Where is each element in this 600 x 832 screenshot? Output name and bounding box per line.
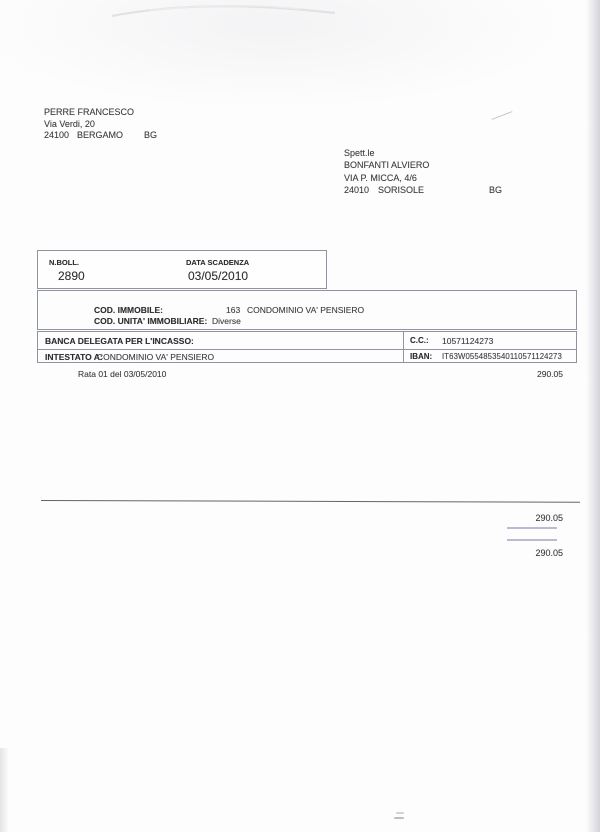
intestato-label: INTESTATO A: bbox=[45, 352, 103, 362]
n-boll-value: 2890 bbox=[58, 269, 85, 283]
sender-street: Via Verdi, 20 bbox=[44, 119, 95, 129]
recipient-name: BONFANTI ALVIERO bbox=[344, 160, 430, 170]
cod-unita-label: COD. UNITA' IMMOBILIARE: bbox=[94, 316, 208, 326]
separator-line bbox=[41, 500, 580, 503]
recipient-street: VIA P. MICCA, 4/6 bbox=[344, 173, 417, 183]
crease-mark bbox=[0, 0, 600, 40]
bank-box-divider-horizontal bbox=[38, 349, 576, 350]
intestato-value: CONDOMINIO VA' PENSIERO bbox=[97, 352, 215, 362]
scan-edge-shadow-right bbox=[586, 0, 600, 832]
cc-label: C.C.: bbox=[410, 336, 429, 345]
total-underline-1 bbox=[507, 527, 557, 529]
total-underline-2 bbox=[507, 539, 557, 541]
cod-immobile-label: COD. IMMOBILE: bbox=[94, 305, 163, 315]
scan-edge-shadow-left bbox=[0, 748, 9, 832]
rata-text: Rata 01 del 03/05/2010 bbox=[78, 369, 167, 379]
sender-cap: 24100 bbox=[44, 130, 70, 140]
rata-amount: 290.05 bbox=[537, 369, 563, 379]
n-boll-label: N.BOLL. bbox=[49, 258, 79, 267]
property-codes-box bbox=[37, 290, 577, 330]
bank-box-divider-vertical bbox=[403, 332, 404, 362]
sender-name: PERRE FRANCESCO bbox=[44, 107, 135, 117]
sender-province: BG bbox=[144, 130, 158, 140]
total-amount-upper: 290.05 bbox=[535, 513, 563, 523]
iban-label: IBAN: bbox=[410, 352, 433, 361]
cod-unita-value: Diverse bbox=[212, 316, 241, 326]
recipient-salutation: Spett.le bbox=[344, 148, 375, 158]
recipient-province: BG bbox=[489, 185, 503, 195]
data-scadenza-label: DATA SCADENZA bbox=[186, 258, 250, 267]
cc-value: 10571124273 bbox=[442, 336, 494, 346]
bank-info-box bbox=[37, 331, 577, 363]
iban-value: IT63W0554853540110571124273 bbox=[442, 352, 562, 361]
sender-city: BERGAMO bbox=[77, 130, 124, 140]
ink-smudge-mark bbox=[394, 812, 405, 822]
total-amount-lower: 290.05 bbox=[535, 548, 563, 558]
cod-immobile-name: CONDOMINIO VA' PENSIERO bbox=[247, 305, 365, 315]
pen-slash-mark bbox=[492, 111, 513, 120]
bill-number-box bbox=[37, 250, 327, 289]
recipient-city: SORISOLE bbox=[378, 185, 425, 195]
data-scadenza-value: 03/05/2010 bbox=[188, 269, 249, 283]
cod-immobile-value: 163 bbox=[226, 305, 241, 315]
recipient-cap: 24010 bbox=[344, 185, 370, 195]
banca-delegata-label: BANCA DELEGATA PER L'INCASSO: bbox=[45, 336, 194, 346]
